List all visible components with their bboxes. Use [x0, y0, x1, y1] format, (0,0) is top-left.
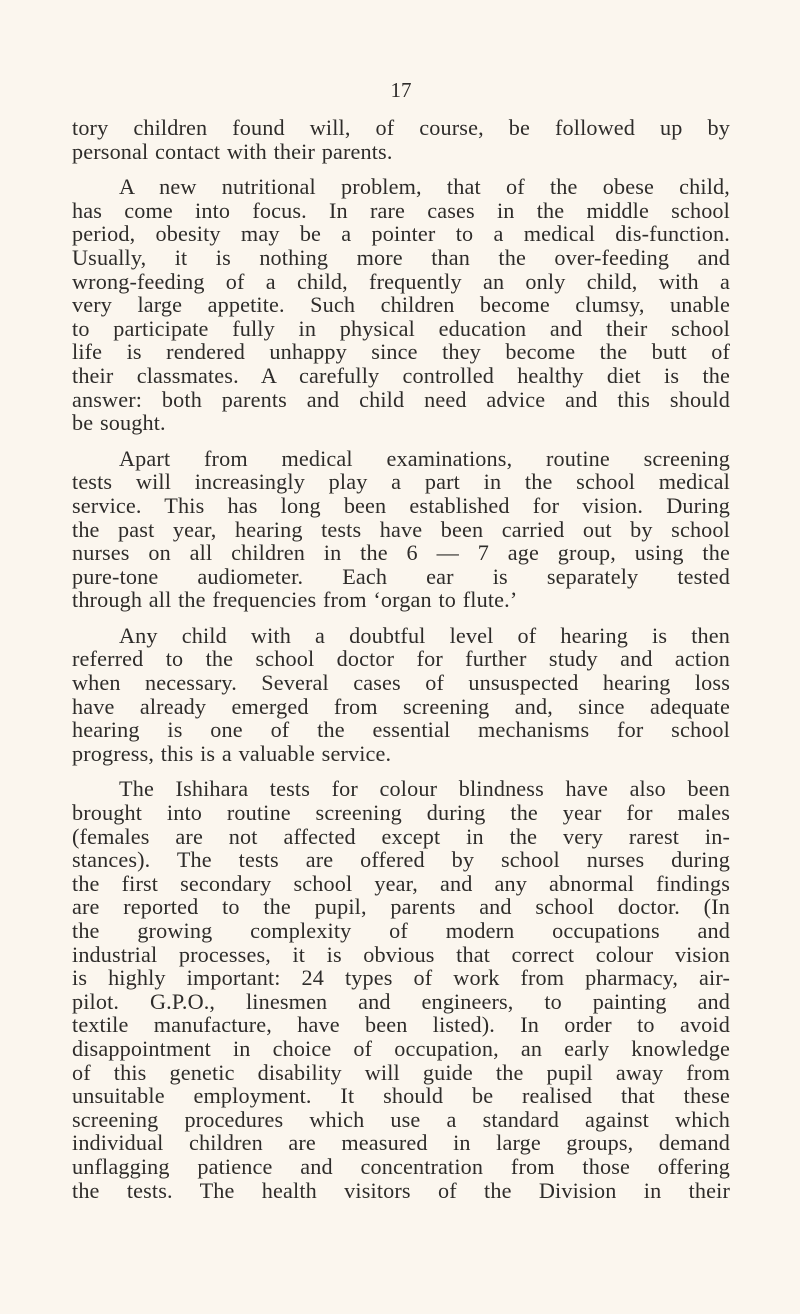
- text-line: A new nutritional problem, that of the obese child,: [119, 174, 730, 200]
- text-line: life is rendered unhappy since they become the butt of: [72, 339, 730, 365]
- text-line: wrong-feeding of a child, frequently an only child, with a: [72, 268, 730, 294]
- paragraph-screening: [72, 447, 730, 612]
- text-line: Usually, it is nothing more than the over-feeding and: [72, 244, 730, 270]
- text-line: has come into focus. In rare cases in the middle school: [72, 197, 730, 223]
- paragraph-continuation: [72, 116, 730, 163]
- text-line: unsuitable employment. It should be realised that these: [72, 1083, 730, 1109]
- text-line: progress, this is a valuable service.: [72, 740, 392, 766]
- paragraph-hearing: [72, 624, 730, 766]
- text-line: the tests. The health visitors of the Division in their: [72, 1177, 730, 1203]
- text-line: of this genetic disability will guide the pupil away from: [72, 1059, 730, 1085]
- text-line: tests will increasingly play a part in the school medical: [72, 469, 730, 495]
- text-line: Any child with a doubtful level of hearing is then: [119, 622, 730, 648]
- text-line: screening procedures which use a standard against which: [72, 1106, 730, 1132]
- text-line: to participate fully in physical education and their school: [72, 315, 730, 341]
- text-line: personal contact with their parents.: [72, 138, 393, 164]
- text-line: tory children found will, of course, be followed up by: [72, 115, 730, 140]
- text-line: the growing complexity of modern occupations and: [72, 918, 730, 943]
- text-line: pure-tone audiometer. Each ear is separately tested: [72, 563, 730, 589]
- text-line: Apart from medical examinations, routine screening: [119, 445, 730, 471]
- text-line: textile manufacture, have been listed). In order to avoid: [72, 1012, 730, 1038]
- text-line: nurses on all children in the 6 — 7 age group, using the: [72, 540, 730, 566]
- text-line: pilot. G.P.O., linesmen and engineers, to painting and: [72, 988, 730, 1014]
- text-line: (females are not affected except in the very rarest in-: [72, 823, 730, 849]
- text-line: stances). The tests are offered by school nurses during: [72, 847, 730, 873]
- text-line: is highly important: 24 types of work from pharmacy, air-: [72, 965, 730, 991]
- text-line: have already emerged from screening and, since adequate: [72, 693, 730, 719]
- paragraph-colour-blindness: [72, 777, 730, 1202]
- text-line: The Ishihara tests for colour blindness have also been: [119, 776, 730, 802]
- text-line: referred to the school doctor for further study and action: [72, 646, 730, 672]
- page-number: 17: [390, 78, 412, 102]
- text-line: hearing is one of the essential mechanisms for school: [72, 717, 730, 743]
- text-line: very large appetite. Such children become clumsy, unable: [72, 292, 730, 318]
- text-line: unflagging patience and concentration from those offering: [72, 1153, 730, 1179]
- text-line: when necessary. Several cases of unsuspected hearing loss: [72, 670, 730, 696]
- text-line: brought into routine screening during the year for males: [72, 800, 730, 826]
- text-line: service. This has long been established for vision. During: [72, 492, 730, 518]
- text-line: answer: both parents and child need advice and this should: [72, 386, 730, 412]
- text-line: individual children are measured in large groups, demand: [72, 1130, 730, 1156]
- text-line: the first secondary school year, and any abnormal findings: [72, 870, 730, 896]
- body-text: [72, 116, 730, 1214]
- text-line: disappointment in choice of occupation, an early knowledge: [72, 1035, 730, 1061]
- text-line: their classmates. A carefully controlled healthy diet is the: [72, 362, 730, 388]
- text-line: are reported to the pupil, parents and school doctor. (In: [72, 894, 730, 920]
- text-line: through all the frequencies from ‘organ to flute.’: [72, 587, 518, 613]
- text-line: industrial processes, it is obvious that correct colour vision: [72, 941, 730, 967]
- text-line: be sought.: [72, 410, 166, 436]
- paragraph-obesity: [72, 175, 730, 435]
- text-line: the past year, hearing tests have been carried out by school: [72, 516, 730, 542]
- text-line: period, obesity may be a pointer to a medical dis-function.: [72, 221, 730, 247]
